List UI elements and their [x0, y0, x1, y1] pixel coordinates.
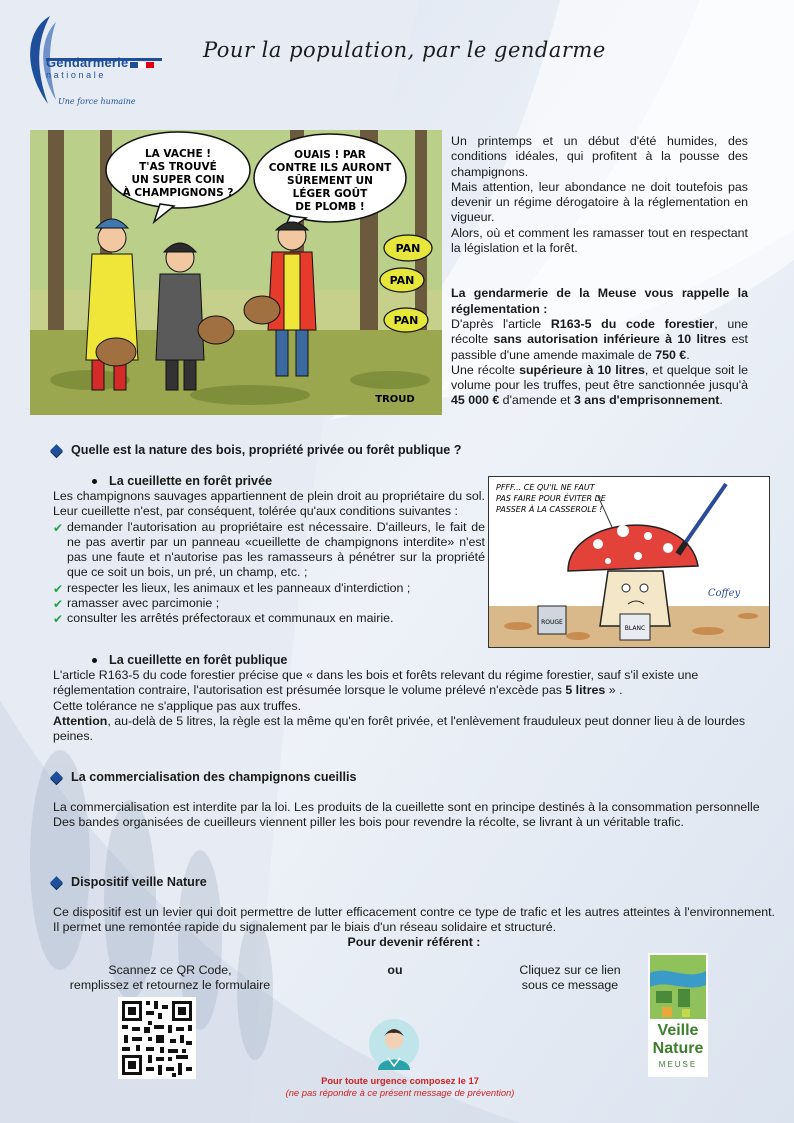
or-label: ou [387, 963, 403, 977]
intro-p1: Un printemps et un début d'été humides, des conditions idéales, qui profitent à la pousse des champignons. [451, 134, 748, 179]
link-instructions: Cliquez sur ce lien sous ce message [519, 963, 621, 993]
page-title: Pour la population, par le gendarme [203, 38, 606, 62]
subsection-public [92, 653, 287, 667]
rappel-p2: Une récolte supérieure à 10 litres, et quelque soit le volume pour les truffes, peut être sanctionnée jusqu'à 45 000 € d'amende et 3 ans d'emprisonnement. [451, 362, 748, 408]
conditions-list [53, 520, 485, 627]
bubble2-line1: OUAIS ! PAR [294, 149, 366, 161]
urgent-footer [200, 1075, 600, 1099]
gendarme-avatar [368, 1018, 420, 1070]
section2-p2: Des bandes organisées de cueilleurs viennent piller les bois pour revendre la récolte, se livrant à un véritable trafic. [53, 815, 684, 830]
list-item: ✔ ramasser avec parcimonie ; [53, 596, 220, 612]
can-rouge-label: ROUGE [541, 619, 563, 626]
check-icon: ✔ [53, 581, 64, 596]
public-title: La cueillette en forêt publique [109, 653, 288, 667]
section3-title: Dispositif veille Nature [71, 875, 207, 889]
veille-line1: Veille [657, 1022, 699, 1039]
intro-p3: Alors, où et comment les ramasser tout en respectant la législation et la forêt. [451, 225, 748, 256]
urgent-line: Pour toute urgence composez le 17 [321, 1075, 479, 1086]
section3-text-block [53, 905, 775, 936]
intro-p2: Mais attention, leur abondance ne doit toutefois pas devenir un régime dérogatoire à la réglementation en vigueur. [451, 179, 748, 225]
referent-title: Pour devenir référent : [347, 935, 481, 949]
brand-motto: Une force humaine [58, 97, 136, 106]
section-veille-nature [50, 875, 207, 889]
public-text: L'article R163-5 du code forestier précise que « dans les bois et forêts relevant du régime forestier, sauf s'il existe une réglementation contraire, l'autorisation est présumée lorsque le volume prélevé n'excède pas 5 litres » . [53, 668, 699, 698]
intro-text [451, 134, 748, 409]
bullet-dot-icon [92, 479, 97, 484]
bullet-dot-icon [92, 658, 97, 663]
check-icon: ✔ [53, 597, 64, 612]
section2-text-block [53, 800, 775, 831]
bubble1-line1: LA VACHE ! [144, 148, 212, 160]
section1-title: Quelle est la nature des bois, propriété privée ou forêt publique ? [71, 443, 462, 457]
brand-subtitle: nationale [46, 70, 106, 80]
bubble2-line3: SÛREMENT UN [287, 175, 373, 187]
cartoon2-bubble-line3: PASSER À LA CASSEROLE ! [496, 505, 603, 514]
pan-1: PAN [395, 242, 421, 255]
section3-p1: Ce dispositif est un levier qui doit permettre de lutter efficacement contre ce type de trafic et les autres atteintes à l'environnement. Il permet une remontée rapide du signalement par le biais d'un réseau solidaire et structuré. [53, 905, 775, 935]
bullet-diamond-icon [50, 444, 63, 457]
veille-nature-logo[interactable] [648, 953, 708, 1077]
mushroom-pickers-cartoon [30, 130, 442, 415]
section-nature-bois [50, 443, 461, 457]
veille-line2: Nature [652, 1040, 704, 1057]
public-text-3: Attention, au-delà de 5 litres, la règle est la même qu'en forêt privée, et l'enlèvement frauduleux peut donner lieu à de lourdes peines. [53, 713, 746, 744]
list-item: ✔ consulter les arrêtés préfectoraux et communaux en mairie. [53, 611, 394, 627]
list-item: ✔ respecter les lieux, les animaux et les panneaux d'interdiction ; [53, 580, 411, 596]
rappel-p1: D'après l'article R163-5 du code forestier, une récolte sans autorisation inférieure à 10 litres est passible d'une amende maximale de 750 €. [451, 316, 749, 362]
bullet-diamond-icon [50, 876, 63, 889]
private-text: Les champignons sauvages appartiennent de plein droit au propriétaire du sol. Leur cueillette n'est, par conséquent, tolérée qu'aux conditions suivantes : [53, 489, 485, 519]
section2-title: La commercialisation des champignons cueillis [71, 770, 357, 784]
public-text-block [53, 668, 775, 744]
no-reply-note: (ne pas répondre à ce présent message de prévention) [285, 1087, 515, 1098]
list-item: ✔ demander l'autorisation au propriétaire est nécessaire. D'ailleurs, le fait de ne pas avertir par un panneau «cueillette de champignons interdite» n'est pas une faute et n'autorise pas les ramasseurs à pénétrer sur la propriété que ce soit un bois, un pré, un champ, etc. ; [53, 519, 485, 580]
cartoon2-signature: Coffey [707, 588, 741, 599]
can-blanc-label: BLANC [624, 625, 646, 632]
rappel-title: La gendarmerie de la Meuse vous rappelle la réglementation : [451, 286, 748, 316]
public-text-2: Cette tolérance ne s'applique pas aux truffes. [53, 698, 302, 713]
cartoon1-signature: TROUD [375, 394, 415, 405]
private-title: La cueillette en forêt privée [109, 474, 273, 488]
mushroom-painter-cartoon [488, 476, 770, 648]
bubble1-line3: UN SUPER COIN [131, 174, 225, 186]
qr-code[interactable] [118, 997, 196, 1079]
veille-line3: MEUSE [658, 1060, 698, 1069]
bubble1-line4: À CHAMPIGNONS ? [122, 187, 234, 199]
brand-name: Gendarmerie [46, 55, 129, 70]
private-text-block [53, 489, 485, 627]
bullet-diamond-icon [50, 771, 63, 784]
section-commercialisation [50, 770, 357, 784]
bubble1-line2: T'AS TROUVÉ [139, 161, 217, 173]
bubble2-line4: LÉGER GOÛT [292, 188, 368, 200]
qr-instructions: Scannez ce QR Code, remplissez et retournez le formulaire [69, 963, 271, 993]
check-icon: ✔ [53, 612, 64, 627]
check-icon: ✔ [53, 520, 64, 535]
pan-3: PAN [393, 314, 419, 327]
section2-p1: La commercialisation est interdite par la loi. Les produits de la cueillette sont en principe destinés à la consommation personnelle [53, 800, 760, 814]
bubble2-line5: DE PLOMB ! [295, 201, 365, 213]
cartoon2-bubble-line1: PFFF... CE QU'IL NE FAUT [496, 483, 595, 492]
cartoon2-bubble-line2: PAS FAIRE POUR ÉVITER DE [496, 494, 606, 503]
subsection-private [92, 474, 272, 488]
pan-2: PAN [389, 274, 415, 287]
bubble2-line2: CONTRE ILS AURONT [268, 162, 392, 174]
